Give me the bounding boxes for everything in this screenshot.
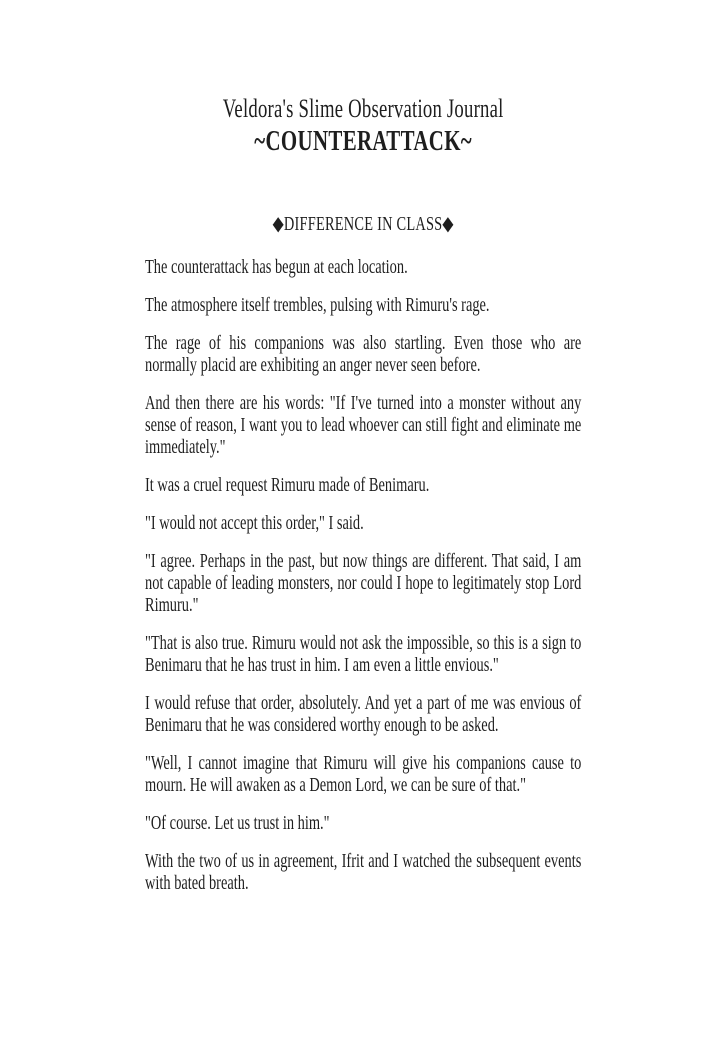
- paragraph: I would refuse that order, absolutely. And yet a part of me was envious of Benimaru that he was considered worthy enough to be asked.: [145, 692, 582, 736]
- paragraph: "I agree. Perhaps in the past, but now things are different. That said, I am not capable of leading monsters, nor could I hope to legitimately stop Lord Rimuru.": [145, 550, 582, 616]
- paragraph: "That is also true. Rimuru would not ask the impossible, so this is a sign to Benimaru that he has trust in him. I am even a little envious.": [145, 632, 582, 676]
- paragraph: "I would not accept this order," I said.: [145, 512, 364, 534]
- paragraph: And then there are his words: "If I've turned into a monster without any sense of reason, I want you to lead whoever can still fight and eliminate me immediately.": [145, 392, 582, 458]
- paragraph: The rage of his companions was also startling. Even those who are normally placid are exhibiting an anger never seen before.: [145, 332, 582, 376]
- section-heading: ◆DIFFERENCE IN CLASS◆: [272, 213, 454, 235]
- chapter-title: ~COUNTERATTACK~: [254, 125, 473, 157]
- paragraph: "Of course. Let us trust in him.": [145, 812, 330, 834]
- paragraph: The atmosphere itself trembles, pulsing with Rimuru's rage.: [145, 294, 490, 316]
- paragraph: The counterattack has begun at each location.: [145, 256, 408, 278]
- body-text: [145, 256, 581, 894]
- paragraph: With the two of us in agreement, Ifrit and I watched the subsequent events with bated breath.: [145, 850, 582, 894]
- journal-title: Veldora's Slime Observation Journal: [222, 94, 504, 123]
- text-column: [145, 0, 581, 894]
- paragraph: "Well, I cannot imagine that Rimuru will give his companions cause to mourn. He will awaken as a Demon Lord, we can be sure of that.": [145, 752, 582, 796]
- paragraph: It was a cruel request Rimuru made of Benimaru.: [145, 474, 430, 496]
